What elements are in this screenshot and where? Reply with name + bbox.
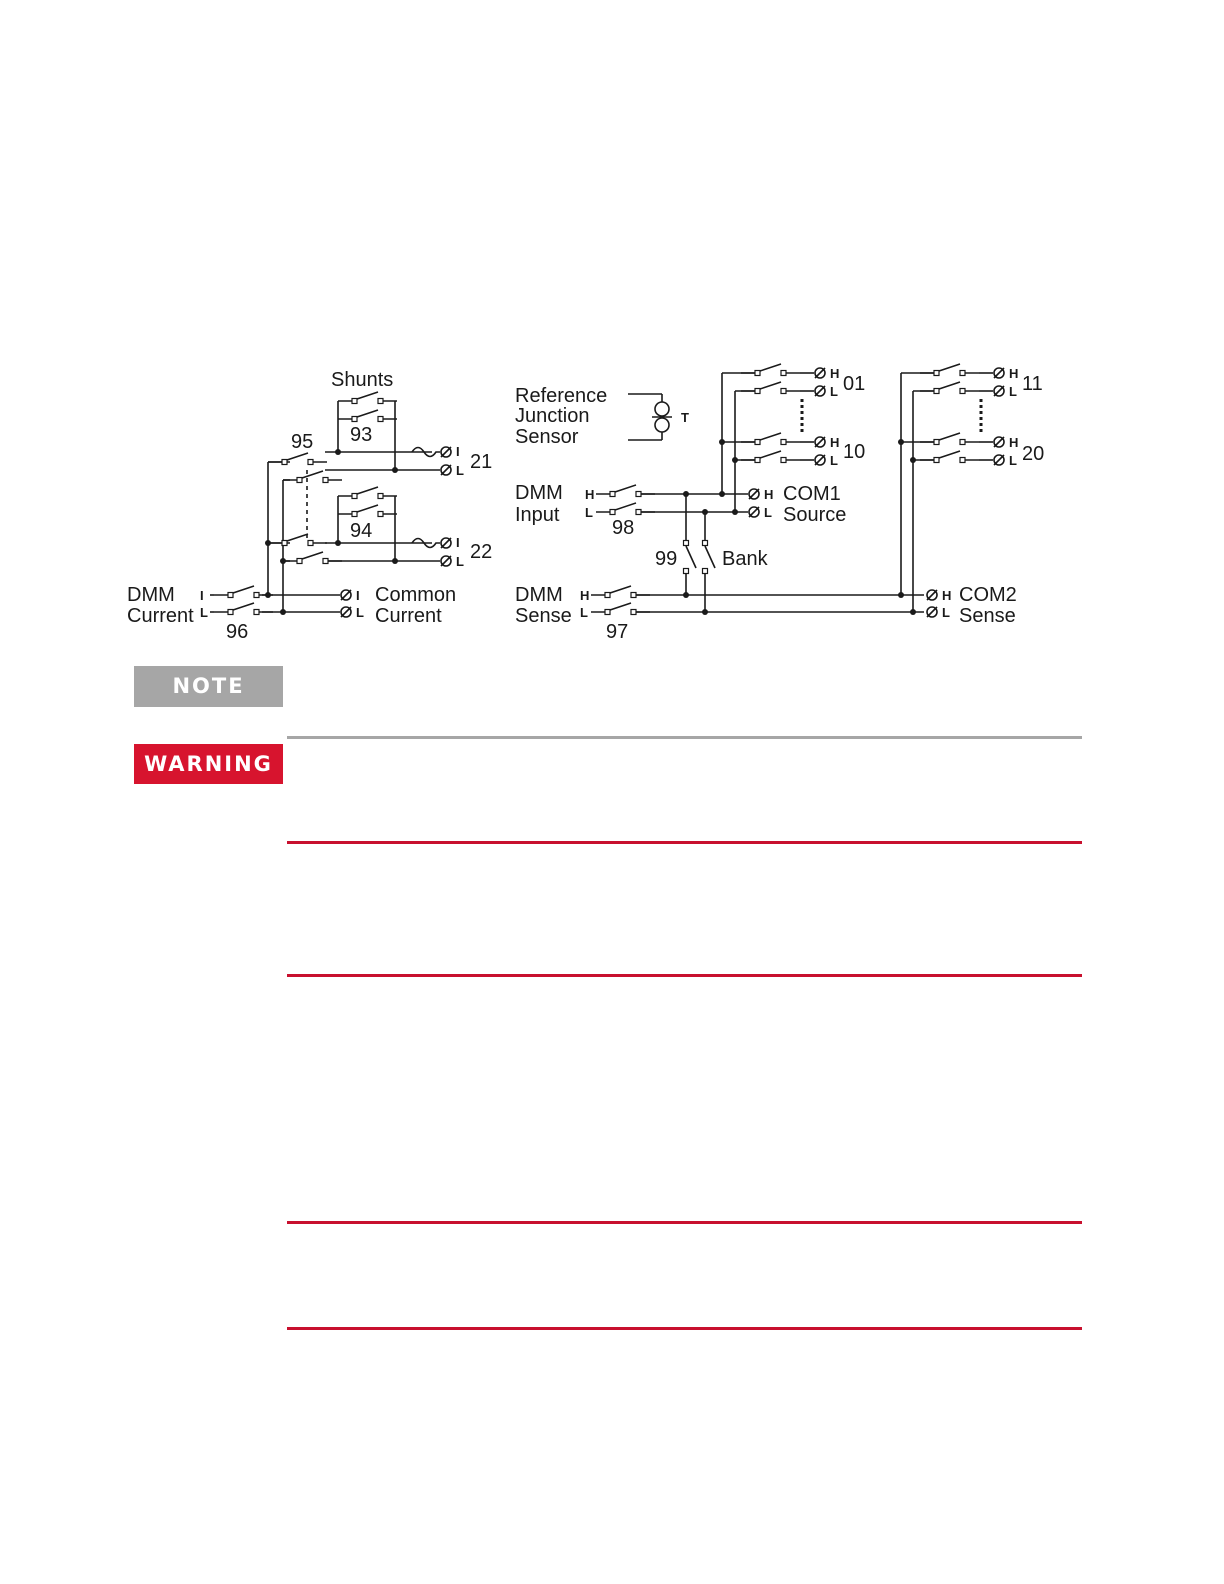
terminal-h-marker: H [1009, 435, 1019, 450]
terminal-h-marker: H [830, 435, 840, 450]
terminal-h-marker: H [830, 366, 840, 381]
shunts-label: Shunts [331, 369, 394, 391]
terminal-i-marker: I [200, 588, 204, 603]
warning-rule [287, 1327, 1082, 1330]
terminal-l-marker: L [764, 505, 772, 520]
dmm-sense-label-line2: Sense [515, 605, 572, 627]
channel-22-label: 22 [470, 541, 493, 563]
warning-badge: WARNING [134, 744, 283, 784]
thermistor-symbol [652, 402, 672, 432]
warning-rule [287, 974, 1082, 977]
relay-93-label: 93 [350, 424, 373, 446]
source-label: Source [783, 504, 847, 526]
relay-95-label: 95 [291, 431, 314, 453]
terminals [341, 368, 1004, 617]
dmm-current-label-line1: DMM [127, 584, 175, 606]
terminal-l-marker: L [1009, 453, 1017, 468]
common-current-label-line2: Current [375, 605, 442, 627]
relay-98-label: 98 [612, 517, 635, 539]
terminal-l-marker: L [830, 453, 838, 468]
terminal-h-marker: H [1009, 366, 1019, 381]
sense-label: Sense [959, 605, 1016, 627]
channel-21-label: 21 [470, 451, 493, 473]
channel-switching-schematic [0, 0, 1224, 660]
channel-10-label: 10 [843, 441, 866, 463]
dmm-sense-label-line1: DMM [515, 584, 563, 606]
relay-94-label: 94 [350, 520, 373, 542]
terminal-l-marker: L [830, 384, 838, 399]
com1-label: COM1 [783, 483, 841, 505]
note-badge: NOTE [134, 666, 283, 707]
dmm-current-label-line2: Current [127, 605, 194, 627]
terminal-i-marker: I [456, 444, 460, 459]
terminal-i-marker: I [356, 588, 360, 603]
terminal-l-marker: L [456, 463, 464, 478]
terminal-l-marker: L [200, 605, 208, 620]
channel-01-label: 01 [843, 373, 866, 395]
relay-99-label: 99 [655, 548, 678, 570]
ref-junction-label-line2: Junction [515, 405, 590, 427]
terminal-i-marker: I [456, 535, 460, 550]
terminal-h-marker: H [764, 487, 774, 502]
thermistor-t-label: T [681, 410, 689, 425]
terminal-h-marker: H [580, 588, 590, 603]
dmm-input-label-line1: DMM [515, 482, 563, 504]
bank-label: Bank [722, 548, 768, 570]
terminal-l-marker: L [585, 505, 593, 520]
wires [210, 373, 993, 612]
terminal-l-marker: L [942, 605, 950, 620]
terminal-l-marker: L [356, 605, 364, 620]
relay-97-label: 97 [606, 621, 629, 643]
channel-20-label: 20 [1022, 443, 1045, 465]
terminal-l-marker: L [1009, 384, 1017, 399]
note-rule [287, 736, 1082, 739]
warning-rule [287, 1221, 1082, 1224]
channel-11-label: 11 [1022, 373, 1043, 395]
ref-junction-label-line3: Sensor [515, 426, 579, 448]
dmm-input-label-line2: Input [515, 504, 560, 526]
terminal-h-marker: H [585, 487, 595, 502]
diagram-labels [127, 366, 1044, 643]
com2-label: COM2 [959, 584, 1017, 606]
terminal-l-marker: L [580, 605, 588, 620]
terminal-h-marker: H [942, 588, 952, 603]
terminal-l-marker: L [456, 554, 464, 569]
ref-junction-label-line1: Reference [515, 385, 608, 407]
relay-96-label: 96 [226, 621, 249, 643]
warning-rule [287, 841, 1082, 844]
common-current-label-line1: Common [375, 584, 457, 606]
